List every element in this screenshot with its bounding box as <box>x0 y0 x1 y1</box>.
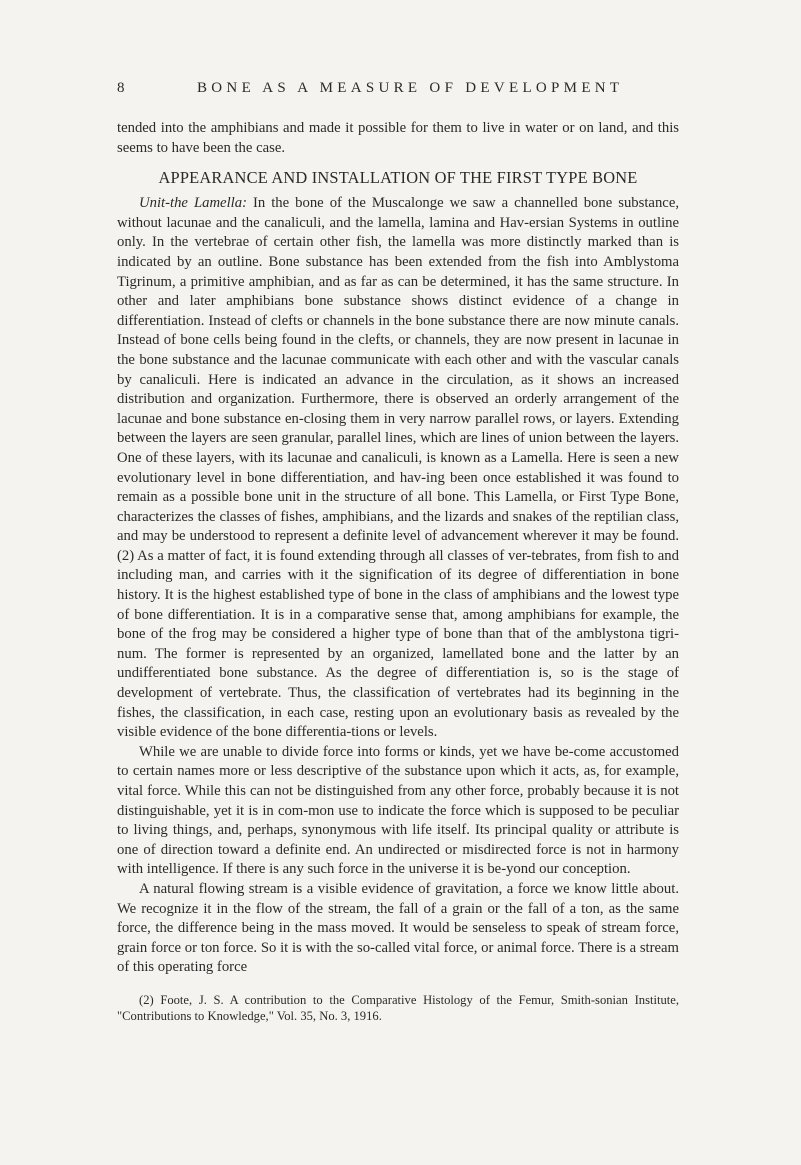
paragraph-lead: Unit-the Lamella: <box>139 195 247 212</box>
section-heading: APPEARANCE AND INSTALLATION OF THE FIRST TYPE BONE <box>158 168 638 188</box>
footnote-text: (2) Foote, J. S. A contribution to the Comparative Histology of the Femur, Smith-sonian Institute, "Contributions to Knowledge," Vol. 35, No. 3, 1916. <box>117 992 679 1023</box>
page-number: 8 <box>117 80 125 96</box>
running-title: BONE AS A MEASURE OF DEVELOPMENT <box>197 80 624 96</box>
paragraph-stream: A natural flowing stream is a visible evidence of gravitation, a force we know little about. We recognize it in the flow of the stream, the fall of a grain or the fall of a ton, as the same force, the difference being in the mass moved. It would be senseless to speak of stream force, grain force or ton force. So it is with the so-called vital force, or animal force. There is a stream of this operating force <box>117 880 679 976</box>
page-body <box>117 119 679 1024</box>
footnote <box>117 992 679 1024</box>
paragraph-force: While we are unable to divide force into forms or kinds, yet we have be-come accustomed to certain names more or less descriptive of the substance upon which it acts, as, for example, vital force. While this can not be distinguished from any other force, probably because it is not distinguishable, yet it is in com-mon use to indicate the force which is supposed to be peculiar to living things, and, perhaps, synonymous with life itself. Its principal quality or attribute is one of direction toward a definite end. An undirected or misdirected force is not in harmony with intelligence. If there is any such force in the universe it is be-yond our conception. <box>117 743 679 878</box>
paragraph-lamella <box>117 194 679 743</box>
intro-paragraph: tended into the amphibians and made it possible for them to live in water or on land, and this seems to have been the case. <box>117 120 679 156</box>
paragraph-lamella-text: In the bone of the Muscalonge we saw a channelled bone substance, without lacunae and the canaliculi, and the lamella, lamina and Hav-ersian Systems in outline only. In the vertebrae of certain other fish, the lamella was more distinctly marked than is indicated by an outline. Bone substance has been extended from the fish into Amblystoma Tigrinum, a primitive amphibian, and as far as can be determined, it has the same structure. In other and later amphibians bone substance shows distinct evidence of a change in differentiation. Instead of clefts or channels in the bone substance there are now minute canals. Instead of bone cells being found in the clefts, or channels, they are now present in lacunae in the bone substance and the lacunae communicate with each other and with the vascular canals by canaliculi. Here is indicated an advance in the circulation, as it shows an increased distribution and organization. Furthermore, there is observed an orderly arrangement of the lacunae and bone substance en-closing them in very narrow parallel rows, or layers. Extending between the layers are seen granular, parallel lines, which are lines of union between the layers. One of these layers, with its lacunae and canaliculi, is known as a Lamella. Here is seen a new evolutionary level in bone differentiation, and hav-ing been once established it was found to remain as a possible bone unit in the structure of all bone. This Lamella, or First Type Bone, characterizes the classes of fishes, amphibians, and the lizards and snakes of the reptilian class, and may be understood to represent a definite level of advancement wherever it may be found. (2) As a matter of fact, it is found extending through all classes of ver-tebrates, from fish to and including man, and carries with it the signification of its degree of differentiation in bone history. It is the highest established type of bone in the class of amphibians and the lowest type of bone differentiation. It is in a comparative sense that, among amphibians for example, the bone of the frog may be considered a higher type of bone than that of the amblystona tigri-num. The former is represented by an organized, lamellated bone and the latter by an undifferentiated bone substance. As the degree of differentiation is, so is the stage of development of vertebrate. Thus, the classification of vertebrates had its beginning in the fishes, the classification, in each case, resting upon an evolutionary basis as revealed by the visible evidence of the bone differentia-tions or levels. <box>117 195 680 741</box>
page-header <box>117 80 677 104</box>
